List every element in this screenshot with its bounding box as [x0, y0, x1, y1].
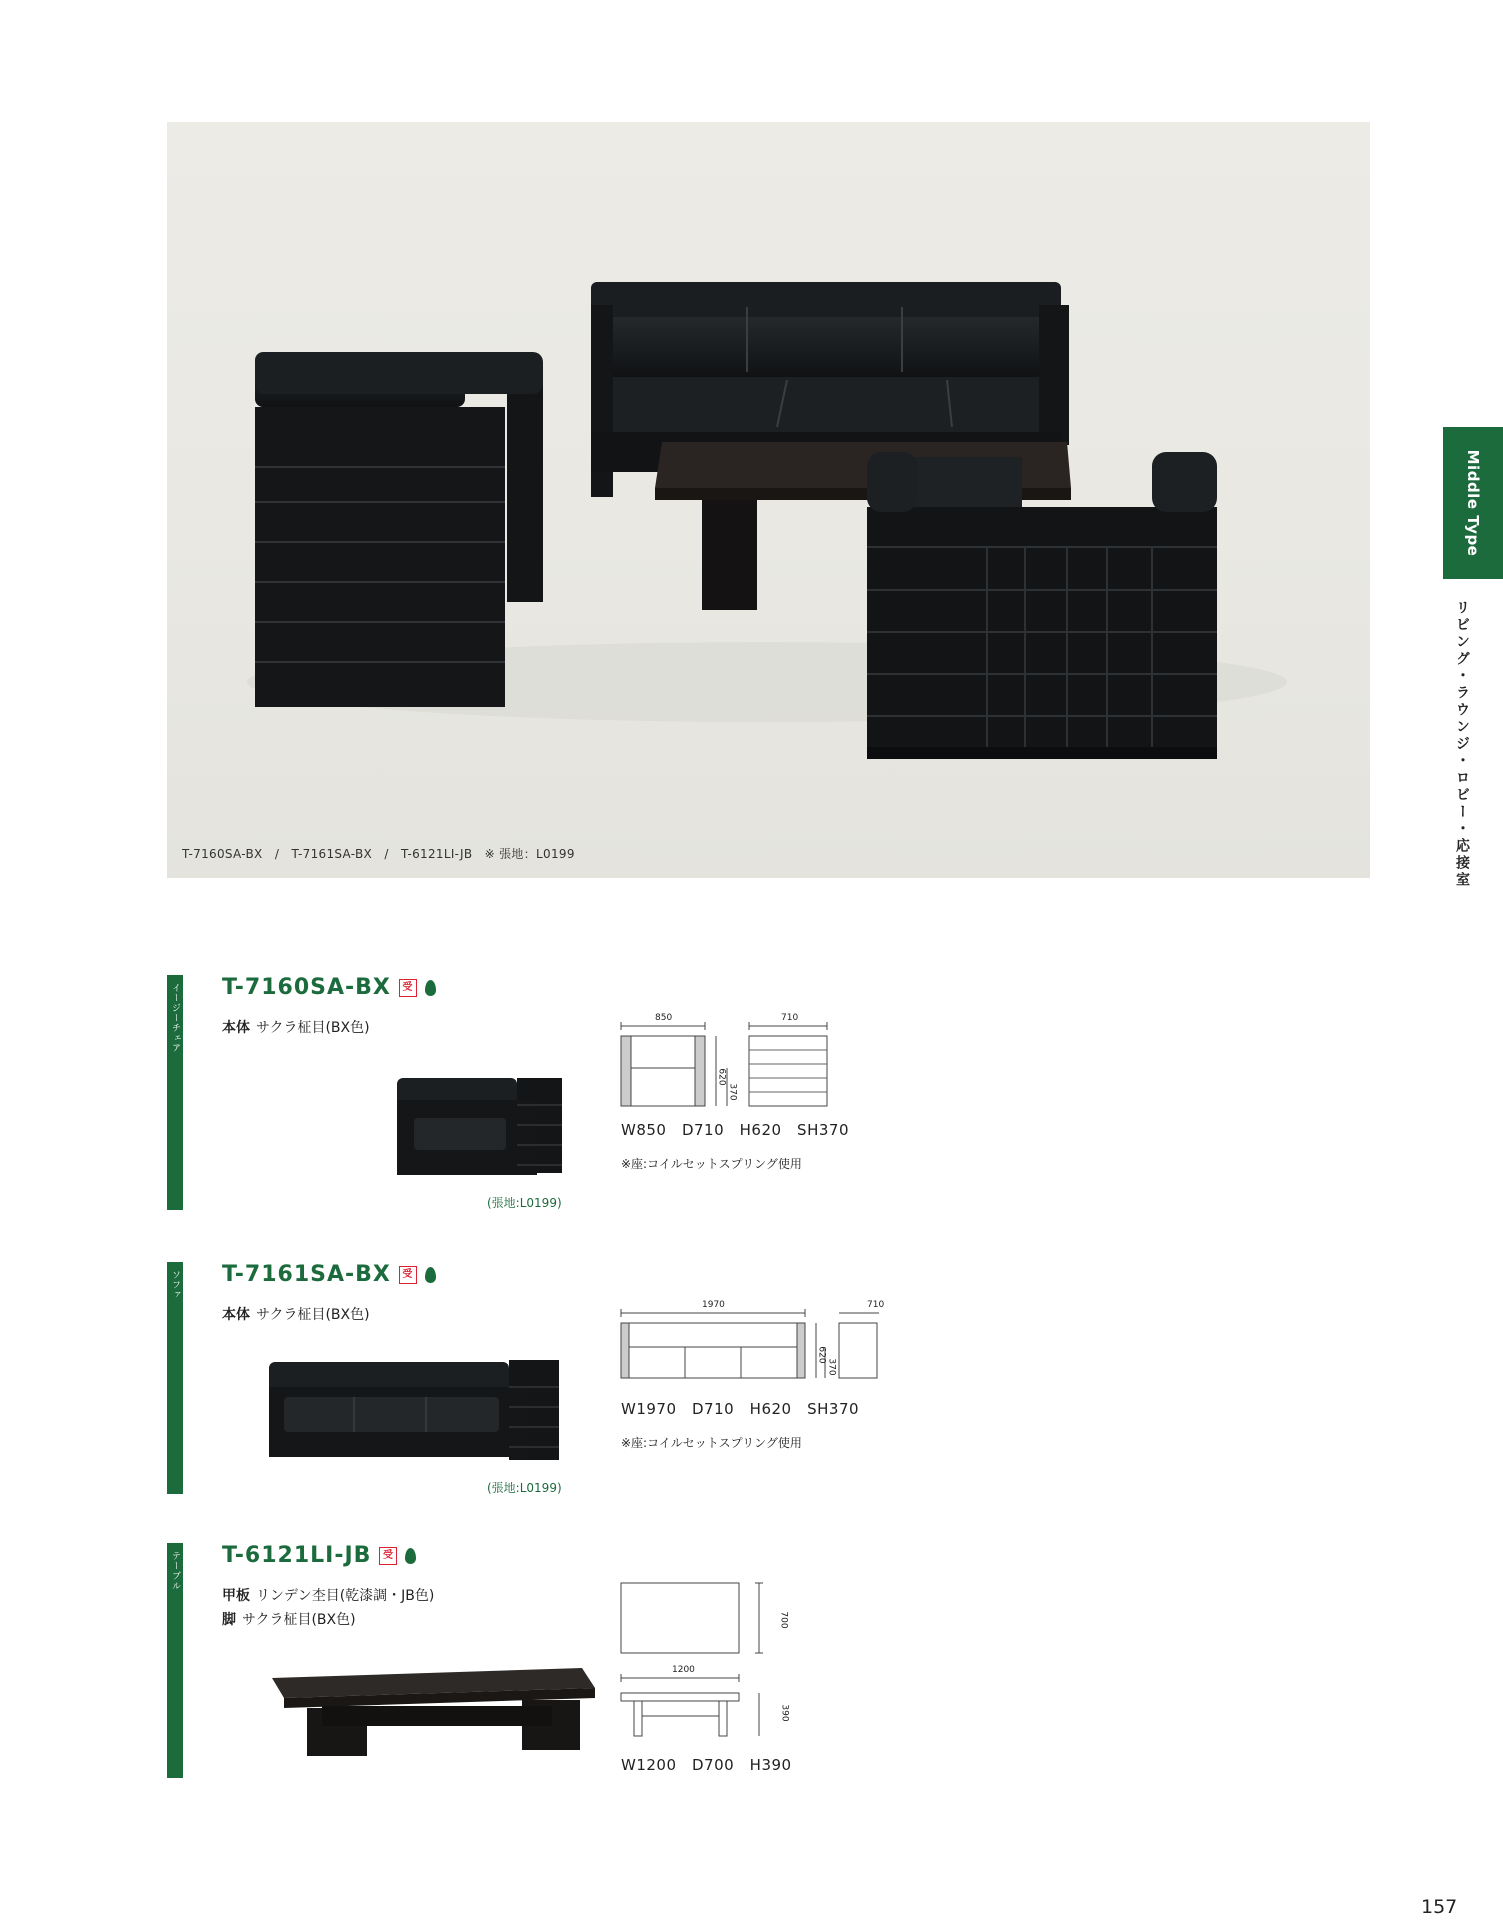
- eco-leaf-icon: [425, 980, 436, 996]
- spring-note: ※座:コイルセットスプリング使用: [621, 1157, 802, 1171]
- material-value: サクラ柾目(BX色): [242, 1612, 356, 1628]
- category-vertical-label: リビング・ラウンジ・ロビー・応接室: [1454, 600, 1470, 889]
- category-label: ソファ: [170, 1270, 180, 1300]
- material-key: 本体: [222, 1020, 250, 1036]
- product-section-sofa: [167, 1262, 885, 1495]
- made-to-order-badge: 受: [399, 1266, 417, 1284]
- dimensions-text: W1970 D710 H620 SH370: [621, 1400, 860, 1418]
- material-line: [222, 1017, 370, 1037]
- drawing-seat-height-label: 370: [826, 1358, 837, 1376]
- product-section-table: [167, 1543, 867, 1778]
- material-line: [222, 1609, 356, 1629]
- model-heading: [222, 975, 436, 1000]
- drawing-depth-label: 710: [781, 1013, 799, 1023]
- material-value: サクラ柾目(BX色): [256, 1020, 370, 1036]
- tab-label: Middle Type: [1464, 449, 1482, 557]
- model-number: T-6121LI-JB: [222, 1543, 372, 1568]
- material-key: 本体: [222, 1307, 250, 1323]
- eco-leaf-icon: [405, 1548, 416, 1564]
- made-to-order-badge: 受: [379, 1547, 397, 1565]
- page-number: 157: [1421, 1896, 1458, 1918]
- sofa-dimension-drawing: [619, 1307, 879, 1397]
- material-value: サクラ柾目(BX色): [256, 1307, 370, 1323]
- drawing-width-label: 850: [655, 1013, 673, 1023]
- model-heading: [222, 1543, 416, 1568]
- category-bar: [167, 975, 183, 1210]
- model-number: T-7161SA-BX: [222, 1262, 391, 1287]
- spring-note: ※座:コイルセットスプリング使用: [621, 1436, 802, 1450]
- category-bar: [167, 1262, 183, 1494]
- hero-photo: [167, 122, 1370, 878]
- drawing-height-label: 620: [816, 1346, 827, 1364]
- drawing-depth-label: 700: [778, 1611, 789, 1629]
- armchair-left-illustration: [255, 352, 543, 707]
- photo-caption: T-7160SA-BX / T-7161SA-BX / T-6121LI-JB ※ 張地：L0199: [182, 847, 575, 861]
- middle-type-tab: [1443, 427, 1503, 579]
- drawing-depth-label: 710: [867, 1300, 885, 1310]
- dimensions-text: W1200 D700 H390: [621, 1756, 792, 1774]
- made-to-order-badge: 受: [399, 979, 417, 997]
- model-heading: [222, 1262, 436, 1287]
- material-value: リンデン杢目(乾漆調・JB色): [256, 1588, 435, 1604]
- table-dimension-drawing: [619, 1581, 799, 1751]
- drawing-height-label: 620: [716, 1068, 727, 1086]
- material-line: [222, 1585, 434, 1605]
- material-key: 脚: [222, 1612, 236, 1628]
- armchair-dimension-drawing: [619, 1020, 859, 1110]
- furniture-set-illustration: [167, 122, 1370, 878]
- category-label: イージーチェア: [170, 983, 180, 1053]
- dimensions-text: W850 D710 H620 SH370: [621, 1121, 849, 1139]
- eco-leaf-icon: [425, 1267, 436, 1283]
- model-number: T-7160SA-BX: [222, 975, 391, 1000]
- category-bar: [167, 1543, 183, 1778]
- fabric-code: (張地:L0199): [487, 1481, 562, 1495]
- sofa-photo: [264, 1352, 564, 1462]
- table-photo: [262, 1658, 602, 1758]
- category-label: テーブル: [170, 1551, 180, 1591]
- drawing-height-label: 390: [779, 1704, 790, 1722]
- drawing-width-label: 1970: [702, 1300, 725, 1310]
- material-line: [222, 1304, 370, 1324]
- armchair-photo: [392, 1070, 567, 1175]
- fabric-code: (張地:L0199): [487, 1196, 562, 1210]
- material-key: 甲板: [222, 1588, 250, 1604]
- product-section-armchair: [167, 975, 867, 1210]
- drawing-seat-height-label: 370: [727, 1083, 738, 1101]
- drawing-width-label: 1200: [672, 1665, 695, 1675]
